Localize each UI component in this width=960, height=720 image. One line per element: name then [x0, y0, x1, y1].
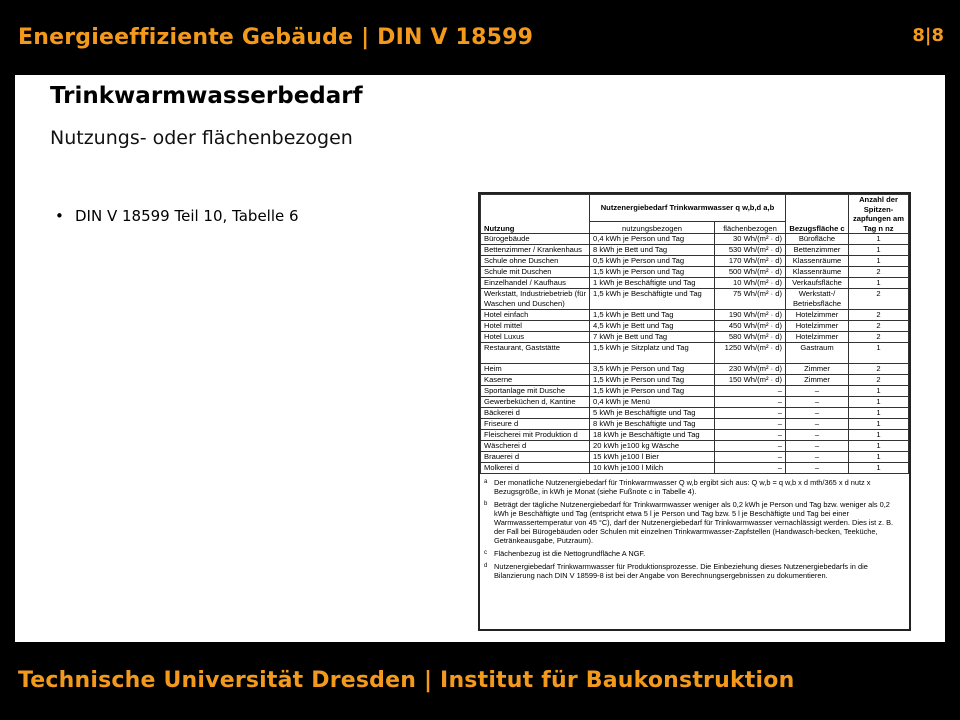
table-cell: 1,5 kWh je Beschäftigte und Tag [590, 289, 715, 310]
table-cell: 1 [849, 408, 909, 419]
table-row [481, 375, 909, 386]
table-cell: 1,5 kWh je Person und Tag [590, 267, 715, 278]
col-header-bezugsflaeche: Bezugsfläche c [786, 195, 849, 234]
table-row [481, 256, 909, 267]
table-cell: Heim [481, 364, 590, 375]
table-cell: Bettenzimmer [786, 245, 849, 256]
table-cell: 170 Wh/(m² · d) [715, 256, 786, 267]
footnote-key: d [484, 563, 488, 569]
table-cell: 1 [849, 256, 909, 267]
table-cell: 1 [849, 419, 909, 430]
table-cell: 1,5 kWh je Sitzplatz und Tag [590, 343, 715, 364]
table-cell: Zimmer [786, 375, 849, 386]
table-cell: 8 kWh je Bett und Tag [590, 245, 715, 256]
table-cell: Gastraum [786, 343, 849, 364]
table-row [481, 386, 909, 397]
bullet-text: DIN V 18599 Teil 10, Tabelle 6 [75, 207, 299, 225]
table-cell: 2 [849, 364, 909, 375]
footnote [484, 478, 905, 496]
table-cell: 2 [849, 332, 909, 343]
table-cell: 500 Wh/(m² · d) [715, 267, 786, 278]
table-cell: 5 kWh je Beschäftigte und Tag [590, 408, 715, 419]
table-cell: Gewerbeküchen d, Kantine [481, 397, 590, 408]
table-cell: Kaserne [481, 375, 590, 386]
table-cell: 450 Wh/(m² · d) [715, 321, 786, 332]
table-cell: 2 [849, 321, 909, 332]
table-cell: Werkstatt, Industriebetrieb (für Waschen und Duschen) [481, 289, 590, 310]
table-cell: Hotel einfach [481, 310, 590, 321]
table-cell: 2 [849, 310, 909, 321]
table-cell: 230 Wh/(m² · d) [715, 364, 786, 375]
table-row [481, 364, 909, 375]
table-cell: Bürogebäude [481, 234, 590, 245]
footnote-text: Der monatliche Nutzenergiebedarf für Trinkwarmwasser Q w,b ergibt sich aus: Q w,b = q w,b x d mth/365 x d nutz x Bezugsgröße, in kWh je Monat (siehe Fußnote c in Tabelle 4). [494, 478, 871, 496]
col-header-bedarf: Nutzenergiebedarf Trinkwarmwasser q w,b,d a,b [590, 195, 786, 222]
table-cell: – [715, 452, 786, 463]
col-header-nutzung: Nutzung [481, 195, 590, 234]
table-cell: 20 kWh je100 kg Wäsche [590, 441, 715, 452]
table-cell: – [786, 419, 849, 430]
table-cell: – [786, 430, 849, 441]
table-footnotes [480, 474, 909, 580]
table-row [481, 267, 909, 278]
table-row [481, 278, 909, 289]
table-cell: 3,5 kWh je Person und Tag [590, 364, 715, 375]
footer-text: Technische Universität Dresden | Institut für Baukonstruktion [18, 668, 795, 693]
col-header-flaechenbezogen: flächenbezogen [715, 222, 786, 234]
table-cell: Fleischerei mit Produktion d [481, 430, 590, 441]
table-cell: Sportanlage mit Dusche [481, 386, 590, 397]
slide-subtitle: Nutzungs- oder flächenbezogen [50, 127, 353, 149]
table-row [481, 321, 909, 332]
table-cell: Einzelhandel / Kaufhaus [481, 278, 590, 289]
table-cell: 1,5 kWh je Person und Tag [590, 386, 715, 397]
table-cell: Schule mit Duschen [481, 267, 590, 278]
table-cell: 1 [849, 234, 909, 245]
footnote [484, 500, 905, 545]
table-cell: Hotel Luxus [481, 332, 590, 343]
table-cell: 1 [849, 397, 909, 408]
table-cell: – [715, 386, 786, 397]
table-cell: Klassenräume [786, 267, 849, 278]
table-row [481, 419, 909, 430]
table-cell: – [786, 452, 849, 463]
table-cell: 1 [849, 245, 909, 256]
hot-water-demand-table [480, 194, 909, 474]
bullet-dot-icon: • [55, 207, 64, 225]
slide-title: Trinkwarmwasserbedarf [50, 83, 363, 109]
table-row [481, 452, 909, 463]
table-cell: 1 [849, 452, 909, 463]
footnote-key: b [484, 501, 488, 507]
table-cell: Klassenräume [786, 256, 849, 267]
table-cell: 1 [849, 343, 909, 364]
table-cell: – [786, 463, 849, 474]
table-cell: 75 Wh/(m² · d) [715, 289, 786, 310]
table-row [481, 397, 909, 408]
table-cell: – [786, 386, 849, 397]
footnote [484, 562, 905, 580]
table-row [481, 343, 909, 364]
table-cell: 10 kWh je100 l Milch [590, 463, 715, 474]
table-cell: 8 kWh je Beschäftigte und Tag [590, 419, 715, 430]
table-row [481, 441, 909, 452]
table-cell: 4,5 kWh je Bett und Tag [590, 321, 715, 332]
table-cell: Friseure d [481, 419, 590, 430]
table-cell: 1 [849, 386, 909, 397]
footnote-text: Beträgt der tägliche Nutzenergiebedarf für Trinkwarmwasser weniger als 0,2 kWh je Person und Tag bzw. weniger als 0,2 kWh je Beschäftigte und Tag (entspricht etwa 5 l je Person und Tag bzw. 5 l je Beschäftigte und Tag bei einer Warmwassertemperatur von 45 °C), darf der Nutzenergiebedarf für Trinkwarmwasser vernachlässigt werden. Dies ist z. B. der Fall bei Bürogebäuden oder Schulen mit einzelnen Trinkwarmwasser-Zapfstellen (Handwasch-becken, Teeküche, Getränkeausgabe, Putzraum). [494, 500, 894, 545]
table-cell: – [715, 419, 786, 430]
table-row [481, 332, 909, 343]
table-cell: Bettenzimmer / Krankenhaus [481, 245, 590, 256]
col-header-zapfungen: Anzahl der Spitzen-zapfungen am Tag n nz [849, 195, 909, 234]
bullet-item [55, 207, 299, 225]
table-cell: – [786, 397, 849, 408]
table-cell: Hotelzimmer [786, 321, 849, 332]
table-cell: 1 [849, 441, 909, 452]
table-row [481, 408, 909, 419]
table-cell: 15 kWh je100 l Bier [590, 452, 715, 463]
table-cell: Hotelzimmer [786, 310, 849, 321]
table-cell: 0,4 kWh je Menü [590, 397, 715, 408]
table-cell: 2 [849, 289, 909, 310]
col-header-nutzungsbezogen: nutzungsbezogen [590, 222, 715, 234]
table-cell: 1 [849, 430, 909, 441]
table-cell: – [715, 408, 786, 419]
footnote-text: Flächenbezug ist die Nettogrundfläche A NGF. [494, 549, 646, 558]
table-cell: – [715, 463, 786, 474]
table-cell: – [786, 408, 849, 419]
table-cell: Bäckerei d [481, 408, 590, 419]
table-row [481, 289, 909, 310]
table-cell: Brauerei d [481, 452, 590, 463]
table-cell: 580 Wh/(m² · d) [715, 332, 786, 343]
table-cell: 1 [849, 463, 909, 474]
footnote [484, 549, 905, 558]
table-cell: 0,4 kWh je Person und Tag [590, 234, 715, 245]
table-cell: Hotel mittel [481, 321, 590, 332]
table-cell: Werkstatt-/ Betriebsfläche [786, 289, 849, 310]
table-cell: 190 Wh/(m² · d) [715, 310, 786, 321]
table-cell: – [715, 430, 786, 441]
table-cell: – [715, 397, 786, 408]
table-cell: 1 kWh je Beschäftigte und Tag [590, 278, 715, 289]
table-cell: 1 [849, 278, 909, 289]
footnote-key: a [484, 479, 488, 485]
table-row [481, 430, 909, 441]
table-cell: 2 [849, 375, 909, 386]
table-cell: 1,5 kWh je Person und Tag [590, 375, 715, 386]
table-cell: Hotelzimmer [786, 332, 849, 343]
table-cell: 1250 Wh/(m² · d) [715, 343, 786, 364]
table-cell: 7 kWh je Bett und Tag [590, 332, 715, 343]
table-cell: Zimmer [786, 364, 849, 375]
table-figure [478, 192, 911, 631]
table-row [481, 463, 909, 474]
table-row [481, 245, 909, 256]
slide-content [15, 75, 945, 642]
table-cell: 18 kWh je Beschäftigte und Tag [590, 430, 715, 441]
table-row [481, 310, 909, 321]
table-cell: 0,5 kWh je Person und Tag [590, 256, 715, 267]
table-cell: Wäscherei d [481, 441, 590, 452]
table-cell: – [715, 441, 786, 452]
table-cell: Bürofläche [786, 234, 849, 245]
table-cell: 2 [849, 267, 909, 278]
table-row [481, 234, 909, 245]
table-cell: 1,5 kWh je Bett und Tag [590, 310, 715, 321]
table-cell: 530 Wh/(m² · d) [715, 245, 786, 256]
header-title: Energieeffiziente Gebäude | DIN V 18599 [18, 25, 534, 50]
footnote-text: Nutzenergiebedarf Trinkwarmwasser für Produktionsprozesse. Die Einbeziehung dieses Nutzenergiebedarfs in die Bilanzierung nach DIN V 18599-8 ist bei der Angabe von Berechnungsergebnissen zu dokumentieren. [494, 562, 868, 580]
table-cell: Verkaufsfläche [786, 278, 849, 289]
table-cell: Restaurant, Gaststätte [481, 343, 590, 364]
page-number: 8|8 [912, 25, 944, 46]
table-cell: 30 Wh/(m² · d) [715, 234, 786, 245]
table-cell: 150 Wh/(m² · d) [715, 375, 786, 386]
footnote-key: c [484, 550, 487, 556]
table-cell: – [786, 441, 849, 452]
table-cell: Molkerei d [481, 463, 590, 474]
table-cell: Schule ohne Duschen [481, 256, 590, 267]
table-cell: 10 Wh/(m² · d) [715, 278, 786, 289]
